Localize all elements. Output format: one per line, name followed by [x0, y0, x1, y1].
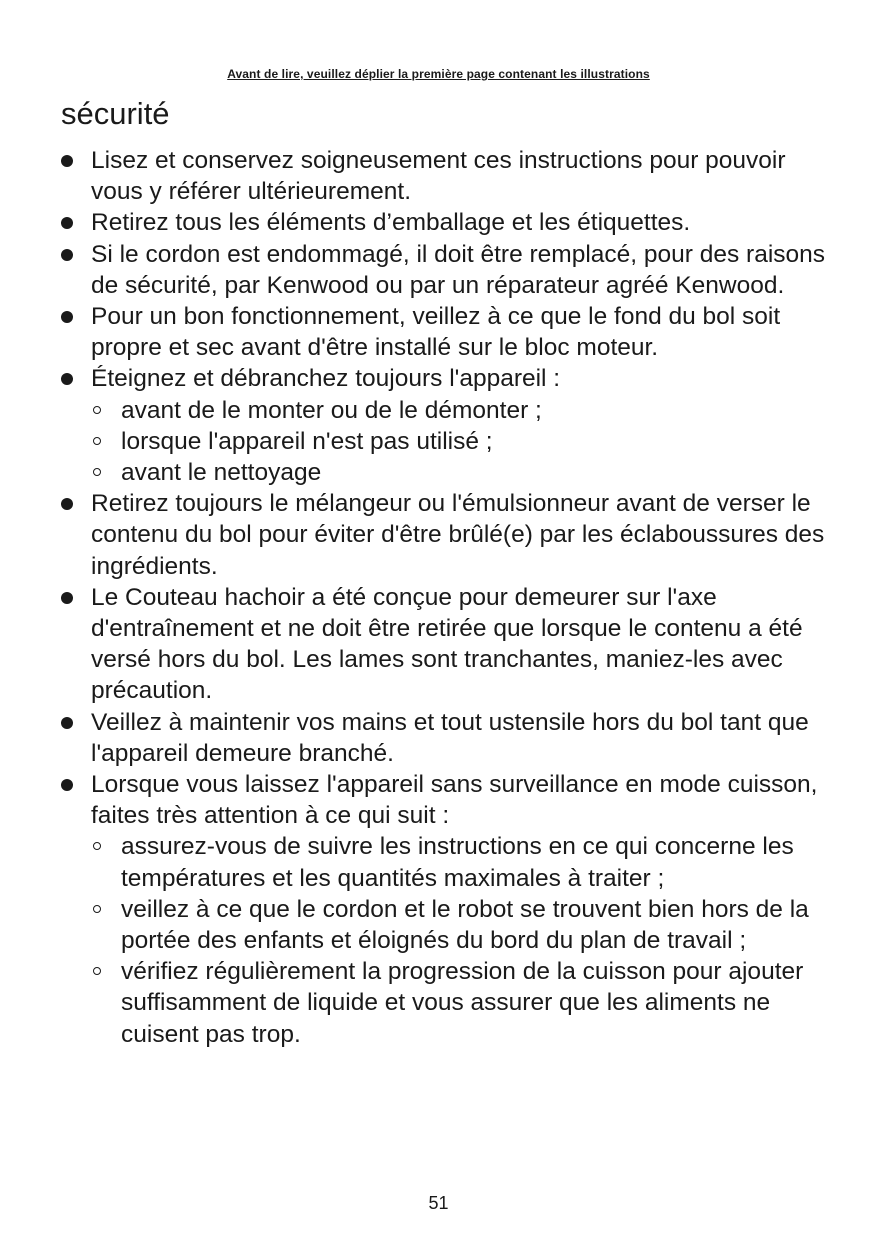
- bullet-icon: [61, 249, 73, 261]
- sub-list-item-text: lorsque l'appareil n'est pas utilisé ;: [121, 427, 493, 455]
- list-item: [59, 363, 829, 488]
- sub-list-item: [91, 395, 829, 426]
- safety-list: [59, 145, 829, 1050]
- list-item-text: Retirez tous les éléments d’emballage et les étiquettes.: [91, 209, 691, 237]
- hollow-bullet-icon: [93, 437, 101, 445]
- sub-list-item: [91, 894, 829, 956]
- list-item: [59, 582, 829, 707]
- list-item-text: Retirez toujours le mélangeur ou l'émulsionneur avant de verser le contenu du bol pour éviter d'être brûlé(e) par les éclaboussures des ingrédients.: [91, 490, 825, 580]
- list-item: [59, 239, 829, 301]
- list-item: [59, 707, 829, 769]
- bullet-icon: [61, 311, 73, 323]
- sub-list-item-text: avant le nettoyage: [121, 459, 322, 487]
- sub-list-item-text: vérifiez régulièrement la progression de la cuisson pour ajouter suffisamment de liquide et vous assurer que les aliments ne cuisent pas trop.: [121, 958, 804, 1048]
- list-item: [59, 301, 829, 363]
- bullet-icon: [61, 373, 73, 385]
- bullet-icon: [61, 155, 73, 167]
- sub-list-item: [91, 426, 829, 457]
- list-item: [59, 488, 829, 582]
- bullet-icon: [61, 717, 73, 729]
- hollow-bullet-icon: [93, 468, 101, 476]
- list-item: [59, 145, 829, 207]
- sub-list-item: [91, 956, 829, 1050]
- sub-list-item-text: assurez-vous de suivre les instructions en ce qui concerne les températures et les quantités maximales à traiter ;: [121, 833, 794, 892]
- bullet-icon: [61, 498, 73, 510]
- header-note: Avant de lire, veuillez déplier la première page contenant les illustrations: [227, 67, 650, 81]
- list-item-text: Lisez et conservez soigneusement ces instructions pour pouvoir vous y référer ultérieurement.: [91, 147, 786, 206]
- sub-list-item-text: avant de le monter ou de le démonter ;: [121, 396, 542, 424]
- bullet-icon: [61, 592, 73, 604]
- sub-list: [91, 395, 829, 489]
- list-item: [59, 769, 829, 1050]
- hollow-bullet-icon: [93, 842, 101, 850]
- sub-list: [91, 831, 829, 1049]
- list-item: [59, 207, 829, 238]
- page-number: 51: [428, 1193, 449, 1213]
- bullet-icon: [61, 779, 73, 791]
- list-item-text: Éteignez et débranchez toujours l'appareil :: [91, 365, 561, 393]
- sub-list-item: [91, 457, 829, 488]
- sub-list-item: [91, 831, 829, 893]
- list-item-text: Pour un bon fonctionnement, veillez à ce que le fond du bol soit propre et sec avant d'être installé sur le bloc moteur.: [91, 303, 781, 362]
- hollow-bullet-icon: [93, 967, 101, 975]
- list-item-text: Le Couteau hachoir a été conçue pour demeurer sur l'axe d'entraînement et ne doit être retirée que lorsque le contenu a été versé hors du bol. Les lames sont tranchantes, maniez-les avec précaution.: [91, 583, 803, 705]
- bullet-icon: [61, 217, 73, 229]
- hollow-bullet-icon: [93, 406, 101, 414]
- list-item-text: Lorsque vous laissez l'appareil sans surveillance en mode cuisson, faites très attention à ce qui suit :: [91, 771, 818, 830]
- hollow-bullet-icon: [93, 905, 101, 913]
- list-item-text: Si le cordon est endommagé, il doit être remplacé, pour des raisons de sécurité, par Kenwood ou par un réparateur agréé Kenwood.: [91, 240, 826, 299]
- list-item-text: Veillez à maintenir vos mains et tout ustensile hors du bol tant que l'appareil demeure branché.: [91, 708, 809, 767]
- section-title: sécurité: [61, 96, 170, 131]
- safety-list-container: [59, 145, 829, 1050]
- sub-list-item-text: veillez à ce que le cordon et le robot se trouvent bien hors de la portée des enfants et éloignés du bord du plan de travail ;: [121, 895, 809, 955]
